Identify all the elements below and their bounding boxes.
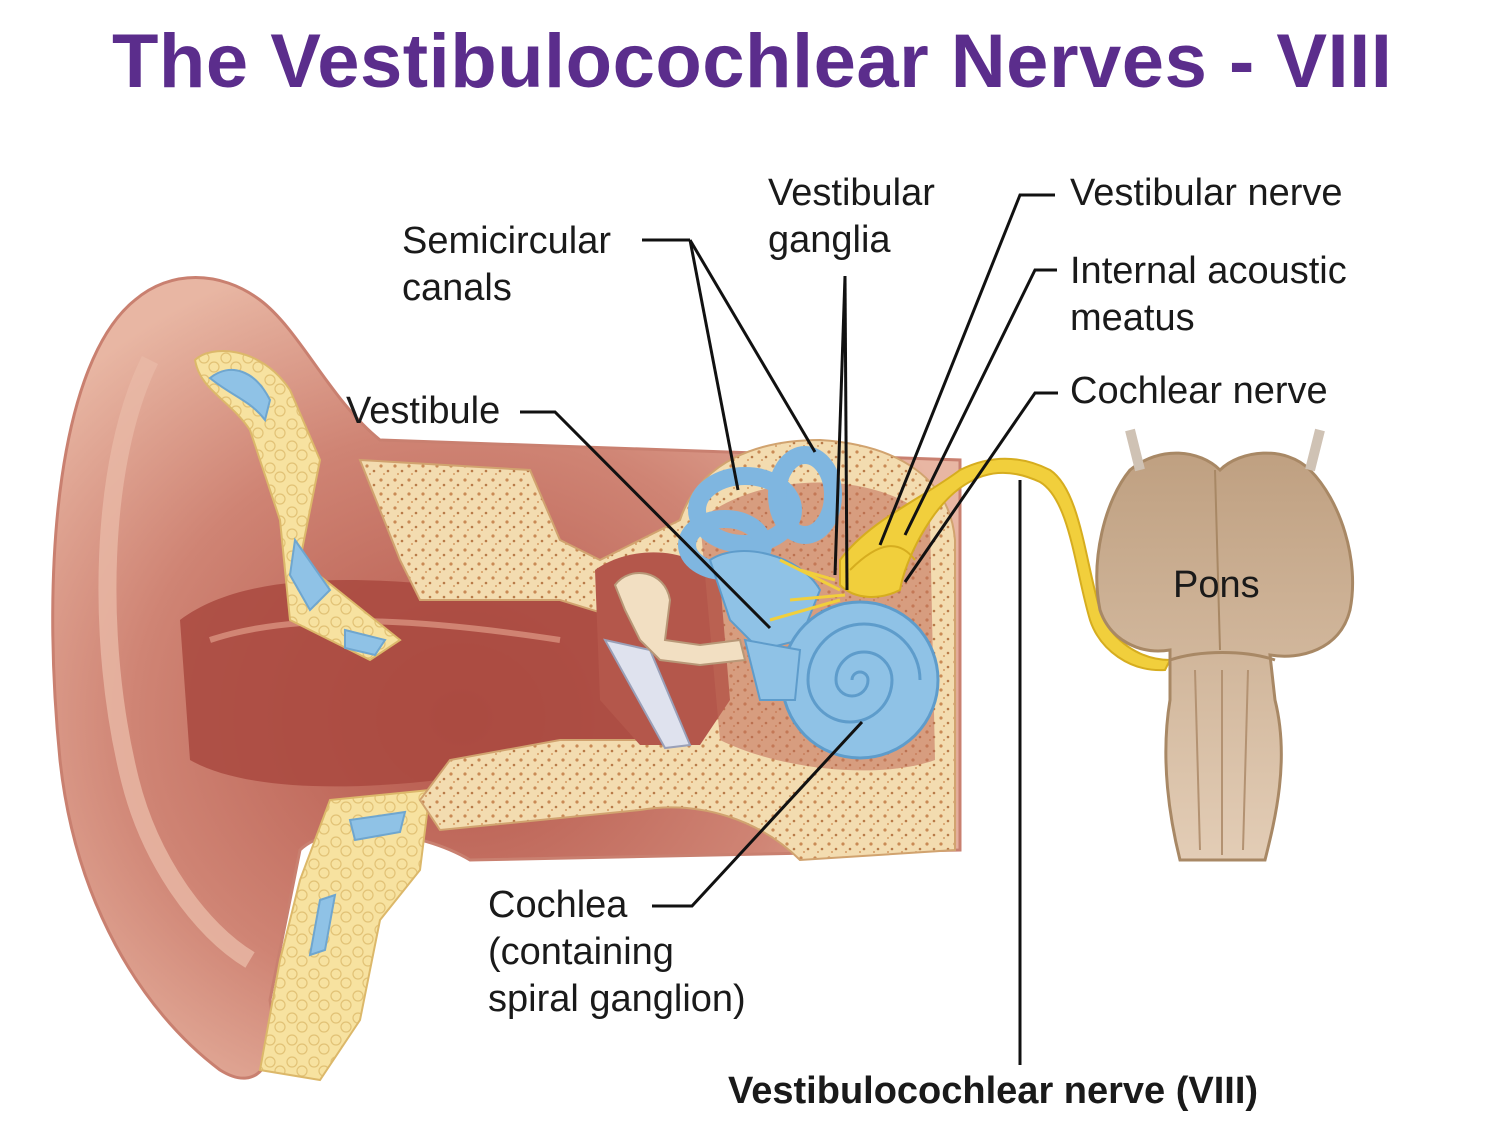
page-title: The Vestibulocochlear Nerves - VIII	[112, 19, 1393, 104]
label-line: canals	[402, 267, 512, 309]
label-vestibulocochlear-nerve	[728, 1068, 1258, 1115]
label-line: meatus	[1070, 297, 1195, 339]
label-line: Vestibular nerve	[1070, 172, 1343, 214]
label-line: spiral ganglion)	[488, 978, 746, 1020]
label-line: Cochlea	[488, 884, 628, 926]
label-line: Vestibular	[768, 172, 935, 214]
label-line: Pons	[1173, 564, 1260, 606]
label-line: (containing	[488, 931, 674, 973]
cochlea-shape	[782, 602, 938, 758]
label-cochlea	[488, 882, 746, 1023]
label-line: ganglia	[768, 219, 891, 261]
label-line: Vestibulocochlear nerve (VIII)	[728, 1070, 1259, 1112]
label-internal-acoustic-meatus	[1070, 248, 1347, 342]
label-vestibular-nerve	[1070, 170, 1343, 217]
label-semicircular-canals	[402, 218, 611, 312]
label-cochlear-nerve	[1070, 368, 1328, 415]
label-line: Internal acoustic	[1070, 250, 1347, 292]
label-line: Vestibule	[346, 390, 501, 432]
label-line: Cochlear nerve	[1070, 370, 1328, 412]
label-vestibule	[346, 388, 500, 435]
label-vestibular-ganglia	[768, 170, 935, 264]
label-pons	[1173, 562, 1260, 609]
label-line: Semicircular	[402, 220, 612, 262]
